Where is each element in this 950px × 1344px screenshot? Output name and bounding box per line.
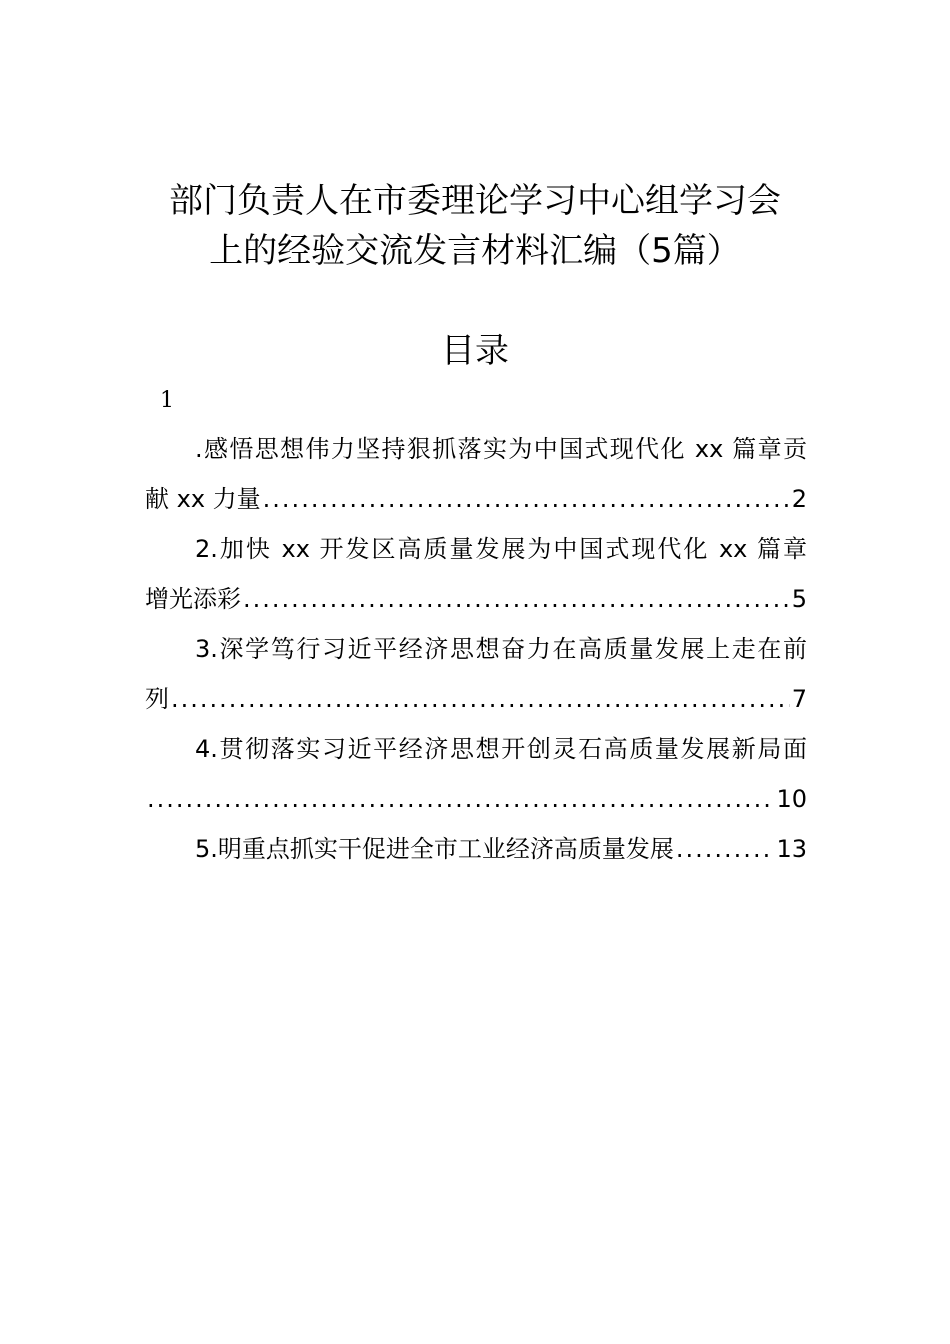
toc-entry-leader-line — [145, 574, 807, 624]
toc-entry-leader-line — [145, 824, 807, 874]
toc-entry-title-line-2: 增光添彩 — [145, 585, 241, 613]
toc-entry-title-line-1: 5.明重点抓实干促进全市工业经济高质量发展 — [195, 835, 674, 863]
toc-entry-leader-line — [145, 674, 807, 724]
toc-entry-page-number: 13 — [776, 835, 807, 863]
toc-entry-title-line-1: 4.贯彻落实习近平经济思想开创灵石高质量发展新局面 — [195, 735, 807, 763]
toc-entry-3[interactable] — [145, 624, 807, 724]
toc-entry-title-line-1: 2.加快 xx 开发区高质量发展为中国式现代化 xx 篇章 — [195, 535, 807, 563]
toc-entry-page-number: 2 — [791, 485, 807, 513]
dot-leader — [263, 474, 790, 524]
document-title — [120, 176, 830, 276]
dot-leader — [676, 824, 775, 874]
dot-leader — [243, 574, 790, 624]
toc-entry-title-line-1: .感悟思想伟力坚持狠抓落实为中国式现代化 xx 篇章贡 — [195, 435, 807, 463]
toc-entry-leader-line — [145, 474, 807, 524]
toc-entry-page-number: 7 — [791, 685, 807, 713]
toc-entry-title-line-2: 献 xx 力量 — [145, 485, 261, 513]
toc-entry-1[interactable] — [145, 424, 807, 524]
stray-number: 1 — [160, 388, 174, 413]
toc-entry-page-number: 5 — [791, 585, 807, 613]
document-title-line-1: 部门负责人在市委理论学习中心组学习会 — [169, 181, 781, 221]
toc-entry-2[interactable] — [145, 524, 807, 624]
table-of-contents — [145, 424, 807, 874]
toc-heading: 目录 — [441, 331, 509, 371]
document-title-line-2: 上的经验交流发言材料汇编（5篇） — [209, 231, 741, 271]
dot-leader — [171, 674, 790, 724]
toc-entry-5[interactable] — [145, 824, 807, 874]
toc-entry-title-line-1: 3.深学笃行习近平经济思想奋力在高质量发展上走在前 — [195, 635, 807, 663]
toc-entry-page-number: 10 — [776, 785, 807, 813]
toc-entry-title-line-2: 列 — [145, 685, 169, 713]
toc-entry-4[interactable] — [145, 724, 807, 824]
dot-leader — [147, 774, 774, 824]
toc-entry-leader-line — [145, 774, 807, 824]
